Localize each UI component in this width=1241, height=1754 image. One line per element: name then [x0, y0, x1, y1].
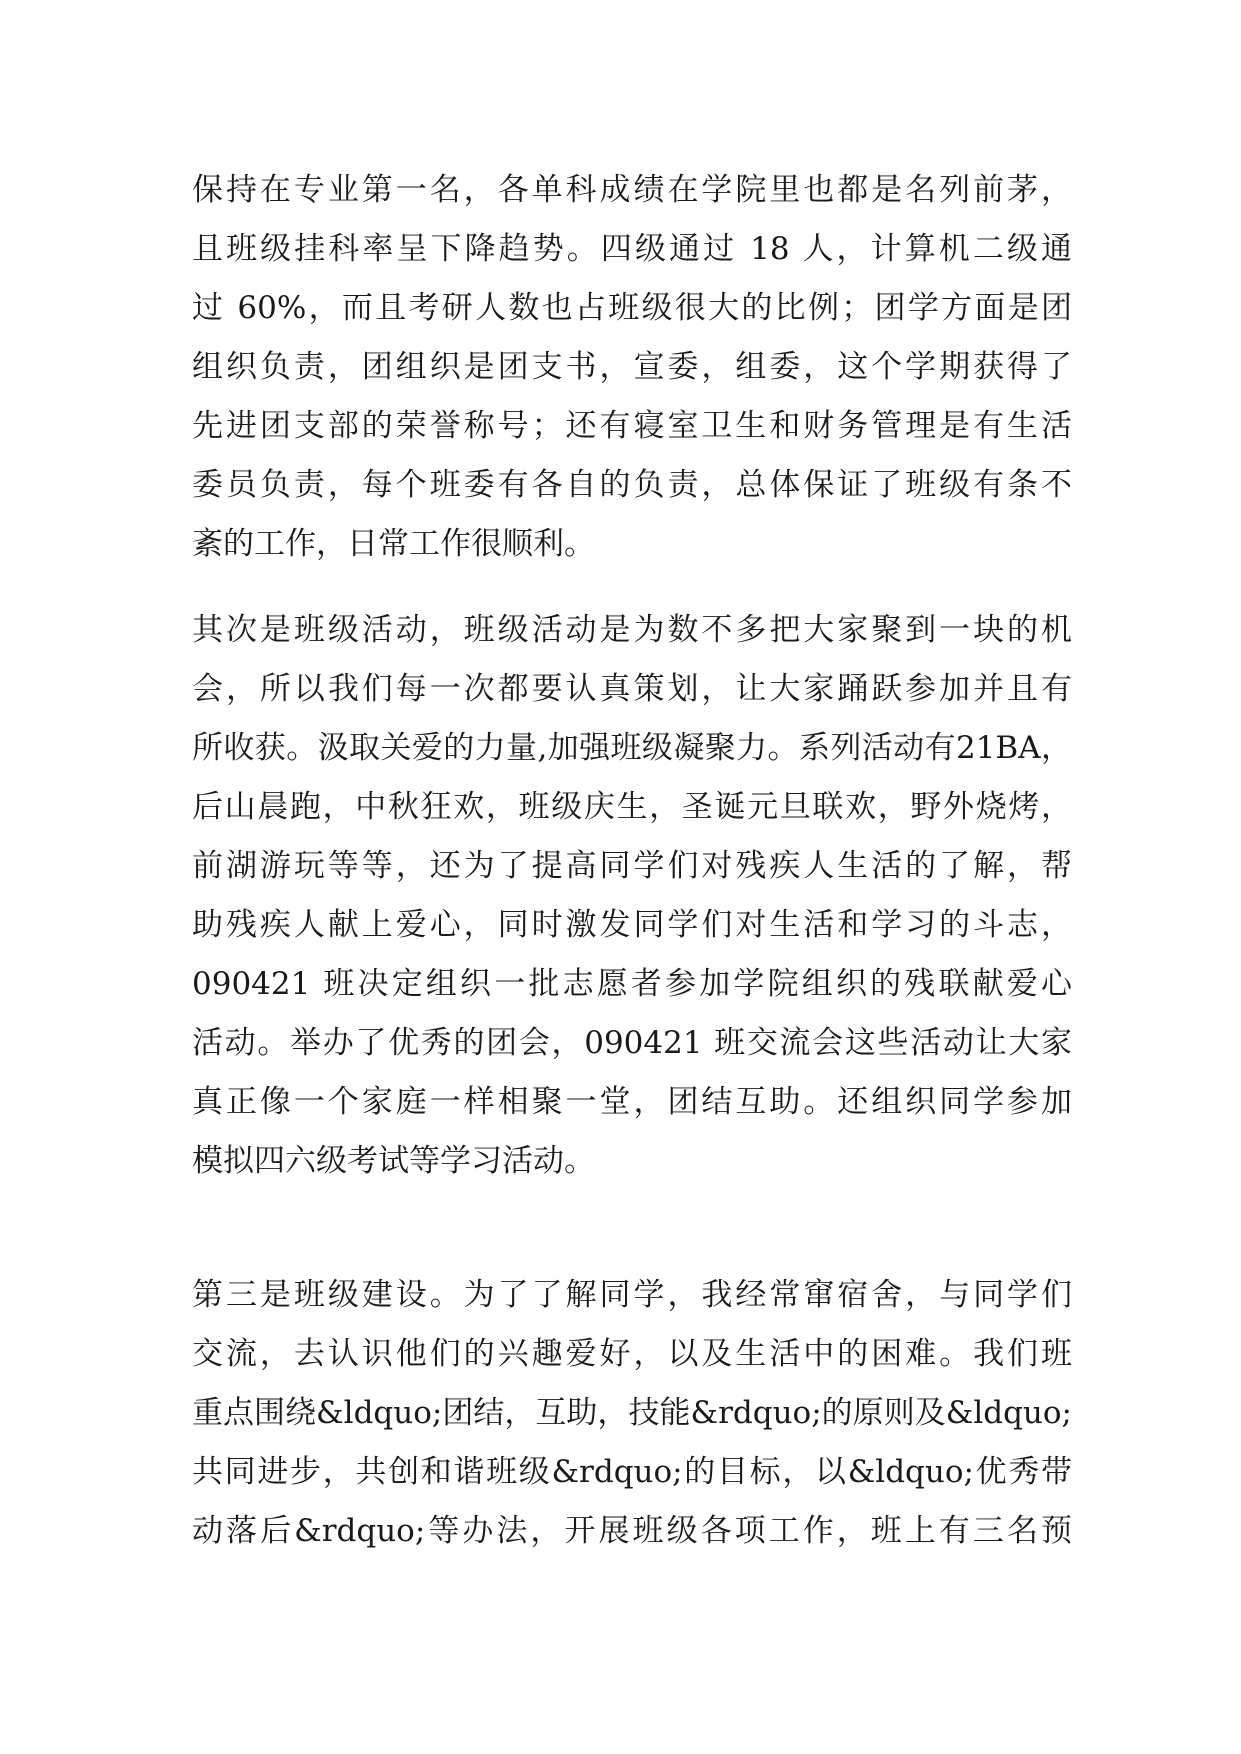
text-line: 前湖游玩等等，还为了提高同学们对残疾人生活的了解，帮 [192, 848, 1072, 884]
text-line: 重点围绕&ldquo;团结，互助，技能&rdquo;的原则及&ldquo; [192, 1395, 1072, 1431]
text-line: 第三是班级建设。为了了解同学，我经常窜宿舍，与同学们 [192, 1277, 1072, 1313]
text-line: 所收获。汲取关爱的力量,加强班级凝聚力。系列活动有21BA， [192, 730, 1072, 766]
text-line: 紊的工作，日常工作很顺利。 [192, 526, 595, 562]
text-line: 模拟四六级考试等学习活动。 [192, 1143, 595, 1179]
text-line: 其次是班级活动，班级活动是为数不多把大家聚到一块的机 [192, 612, 1072, 648]
text-line: 活动。举办了优秀的团会，090421 班交流会这些活动让大家 [192, 1025, 1072, 1061]
text-line: 后山晨跑，中秋狂欢，班级庆生，圣诞元旦联欢，野外烧烤， [192, 789, 1072, 825]
text-line: 090421 班决定组织一批志愿者参加学院组织的残联献爱心 [192, 966, 1072, 1002]
text-line: 组织负责，团组织是团支书，宣委，组委，这个学期获得了 [192, 349, 1072, 385]
paragraph-class-building [192, 1266, 1072, 1561]
text-line: 真正像一个家庭一样相聚一堂，团结互助。还组织同学参加 [192, 1084, 1072, 1120]
text-line: 助残疾人献上爱心，同时激发同学们对生活和学习的斗志， [192, 907, 1072, 943]
text-line: 先进团支部的荣誉称号；还有寝室卫生和财务管理是有生活 [192, 408, 1072, 444]
text-line: 共同进步，共创和谐班级&rdquo;的目标，以&ldquo;优秀带 [192, 1454, 1072, 1490]
text-line: 交流，去认识他们的兴趣爱好，以及生活中的困难。我们班 [192, 1336, 1072, 1372]
paragraph-academic [192, 161, 1072, 574]
text-line: 委员负责，每个班委有各自的负责，总体保证了班级有条不 [192, 467, 1072, 503]
text-line: 且班级挂科率呈下降趋势。四级通过 18 人，计算机二级通 [192, 231, 1072, 267]
text-line: 会，所以我们每一次都要认真策划，让大家踊跃参加并且有 [192, 671, 1072, 707]
text-line: 动落后&rdquo;等办法，开展班级各项工作，班上有三名预 [192, 1513, 1072, 1549]
paragraph-activities [192, 601, 1072, 1191]
text-line: 保持在专业第一名，各单科成绩在学院里也都是名列前茅， [192, 172, 1072, 208]
text-line: 过 60%，而且考研人数也占班级很大的比例；团学方面是团 [192, 290, 1072, 326]
